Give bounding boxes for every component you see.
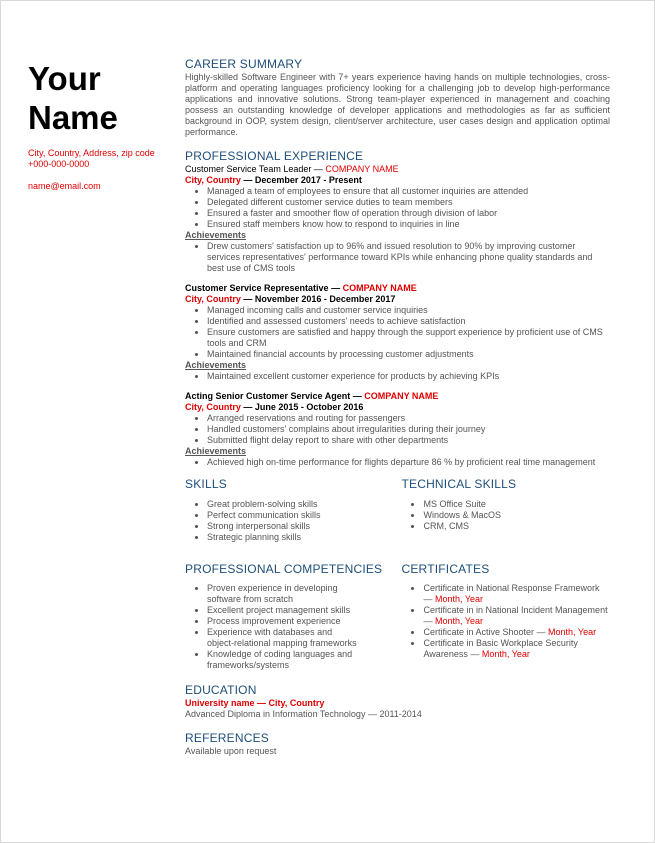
job-location-line [185,402,610,413]
skills-section [185,477,401,543]
duty-item: • Arranged reservations and routing for passengers [207,413,610,424]
technical-skill-item: • MS Office Suite [423,499,610,510]
duties-list [185,305,610,360]
certificate-item [423,605,610,627]
address: City, Country, Address, zip code [28,148,155,158]
duty-item: • Submitted flight delay report to share with other departments [207,435,610,446]
technical-skill-item: • CRM, CMS [423,521,610,532]
email: name@email.com [28,181,101,191]
technical-skills-list [401,499,610,532]
duty-item: • Ensure customers are satisfied and happy through the support experience by proficient use of CMS tools and CRM [207,327,610,349]
contact-info [28,148,178,170]
references-section [185,731,610,757]
certificates-list [401,583,610,660]
degree: Advanced Diploma in Information Technology — 2011-2014 [185,709,422,719]
references-heading: REFERENCES [185,731,270,745]
achievements-label: Achievements [185,360,247,370]
experience-section [185,149,610,468]
certificates-heading: CERTIFICATES [401,562,490,576]
job-location-line [185,175,610,186]
job-entry [185,164,610,274]
certificate-item [423,583,610,605]
company-name: COMPANY NAME [364,391,439,401]
duty-item: • Maintained financial accounts by processing customer adjustments [207,349,610,360]
achievements-list [185,241,610,274]
certificate-item [423,627,610,638]
education-section [185,683,610,720]
company-name: COMPANY NAME [325,164,399,174]
job-title-line [185,391,610,402]
competencies-row [185,562,610,671]
certificate-name: Certificate in National Response Framework — [423,583,600,604]
achievements-label: Achievements [185,446,247,456]
skill-item: • Strong interpersonal skills [207,521,401,532]
job-title: Customer Service Team Leader — [185,164,323,174]
name-first-line: Your [28,60,101,97]
duty-item: • Managed a team of employees to ensure that all customer inquiries are attended [207,186,610,197]
competency-item: • Experience with databases and object-relational mapping frameworks [207,627,361,649]
competency-item: • Process improvement experience [207,616,361,627]
certificate-name: Certificate in in National Incident Management — [423,605,608,626]
university: University name — City, Country [185,698,325,708]
job-title: Customer Service Representative — [185,283,341,293]
technical-skills-heading: TECHNICAL SKILLS [401,477,517,491]
achievements-label: Achievements [185,230,247,240]
certificate-date: Month, Year [481,649,530,659]
main-content [185,57,610,757]
certificate-date: Month, Year [434,616,484,626]
career-summary-section [185,57,610,138]
job-entry [185,283,610,382]
achievement-item: • Drew customers' satisfaction up to 96% and issued resolution to 90% by improving customer services representatives' performance toward KPIs while enhancing phone quality standards and best use of CMS tools [207,241,610,274]
technical-skill-item: • Windows & MacOS [423,510,610,521]
certificate-name: Certificate in Basic Workplace Security Awareness — [423,638,578,659]
certificates-section [401,562,610,671]
name-second-line: Name [28,99,118,136]
full-name [28,59,178,137]
skill-item: • Great problem-solving skills [207,499,401,510]
job-location: City, Country [185,402,241,412]
certificate-date: Month, Year [548,627,597,637]
job-dates: — December 2017 - Present [243,175,362,185]
duties-list [185,186,610,230]
job-location-line [185,294,610,305]
duty-item: • Managed incoming calls and customer service inquiries [207,305,610,316]
references-text: Available upon request [185,746,277,756]
competencies-list [185,583,401,671]
skill-item: • Perfect communication skills [207,510,401,521]
certificate-name: Certificate in Active Shooter — [423,627,546,637]
duty-item: • Ensured staff members know how to respond to inquiries in line [207,219,610,230]
job-location: City, Country [185,175,241,185]
job-dates: — November 2016 - December 2017 [243,294,396,304]
experience-heading: PROFESSIONAL EXPERIENCE [185,149,364,163]
job-title: Acting Senior Customer Service Agent — [185,391,362,401]
achievements-list [185,457,610,468]
job-title-line [185,164,610,175]
competency-item: • Proven experience in developing software from scratch [207,583,361,605]
achievement-item: • Achieved high on-time performance for flights departure 86 % by proficient real time management [207,457,610,468]
company-name: COMPANY NAME [342,283,417,293]
certificate-date: Month, Year [434,594,484,604]
duty-item: • Delegated different customer service duties to team members [207,197,610,208]
phone: +000-000-0000 [28,159,90,169]
competencies-section [185,562,401,671]
duty-item: • Ensured a faster and smoother flow of operation through division of labor [207,208,610,219]
competency-item: • Knowledge of coding languages and frameworks/systems [207,649,361,671]
job-title-line [185,283,610,294]
job-dates: — June 2015 - October 2016 [243,402,364,412]
duty-item: • Identified and assessed customers' needs to achieve satisfaction [207,316,610,327]
career-summary-heading: CAREER SUMMARY [185,57,303,71]
job-entry [185,391,610,468]
job-location: City, Country [185,294,241,304]
duties-list [185,413,610,446]
achievements-list [185,371,610,382]
skills-list [185,499,401,543]
sidebar [28,59,178,191]
achievement-item: • Maintained excellent customer experience for products by achieving KPIs [207,371,610,382]
duty-item: • Handled customers' complains about irregularities during their journey [207,424,610,435]
career-summary-text: Highly-skilled Software Engineer with 7+ years experience having hands on multiple technologies, cross-platform and operating languages proficiency looking for a challenging job to develop high-performance applications and innovative solutions. Strong team-player experienced in management and coaching possess an outstanding knowledge of developer applications and methodologies as far as sufficient background in OOP, system design, client/server architecture, user cases design and application optimal performance. [185,72,610,137]
certificate-item [423,638,610,660]
skills-heading: SKILLS [185,477,227,491]
technical-skills-section [401,477,610,543]
competencies-heading: PROFESSIONAL COMPETENCIES [185,562,383,576]
education-heading: EDUCATION [185,683,257,697]
competency-item: • Excellent project management skills [207,605,361,616]
skills-row [185,477,610,543]
skill-item: • Strategic planning skills [207,532,401,543]
